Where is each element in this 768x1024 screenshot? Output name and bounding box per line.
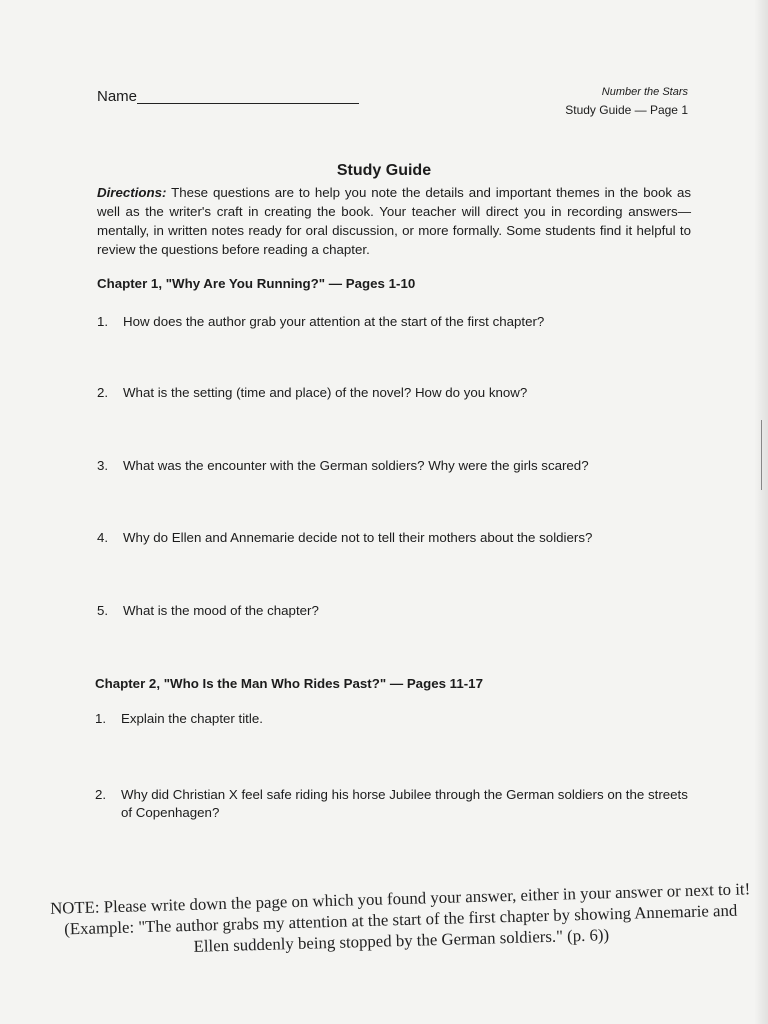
question-number: 3.: [97, 458, 109, 473]
question-text: Why did Christian X feel safe riding his horse Jubilee through the German soldiers on the streets of Copenhagen?: [121, 787, 688, 820]
question-text: How does the author grab your attention at the start of the first chapter?: [123, 314, 545, 329]
chapter-1-question-2: [97, 384, 691, 402]
question-number: 4.: [97, 530, 109, 545]
question-number: 2.: [95, 787, 107, 802]
page-edge-shadow: [754, 0, 768, 1024]
chapter-1-question-1: [97, 313, 691, 331]
name-field-line: [137, 103, 359, 104]
question-number: 1.: [97, 314, 109, 329]
chapter-2-heading: Chapter 2, "Who Is the Man Who Rides Past?" — Pages 11-17: [95, 676, 483, 691]
book-title: Number the Stars: [601, 86, 688, 98]
page-edge-mark: [761, 420, 762, 490]
chapter-1-heading: Chapter 1, "Why Are You Running?" — Pages 1-10: [97, 276, 416, 291]
question-number: 1.: [95, 711, 107, 726]
page-label: Study Guide — Page 1: [565, 103, 688, 117]
chapter-1-question-4: [97, 529, 691, 547]
directions: [97, 183, 691, 259]
question-text: What is the setting (time and place) of the novel? How do you know?: [123, 385, 528, 400]
chapter-1-question-3: [97, 457, 691, 475]
question-text: Why do Ellen and Annemarie decide not to tell their mothers about the soldiers?: [123, 530, 593, 545]
directions-label: Directions:: [97, 185, 167, 200]
directions-text: These questions are to help you note the details and important themes in the book as well as the writer's craft in creating the book. Your teacher will direct you in recording answers—mentally, in written notes ready for oral discussion, or more formally. Some students find it helpful to review the questions before reading a chapter.: [97, 185, 691, 257]
question-text: Explain the chapter title.: [121, 711, 263, 726]
question-number: 2.: [97, 385, 109, 400]
note-text: NOTE: Please write down the page on which you found your answer, either in your answer or next to it! (Example: "The author grabs my attention at the start of the first chapter by showing Annemarie and Ellen suddenly being stopped by the German soldiers." (p. 6)): [49, 879, 751, 956]
page-title: Study Guide: [336, 162, 432, 179]
chapter-1-question-5: [97, 602, 691, 620]
name-label: Name: [97, 88, 138, 105]
question-number: 5.: [97, 603, 109, 618]
question-text: What was the encounter with the German soldiers? Why were the girls scared?: [123, 458, 589, 473]
chapter-2-question-2: [95, 786, 691, 822]
chapter-2-question-1: [95, 710, 691, 728]
question-text: What is the mood of the chapter?: [123, 603, 319, 618]
